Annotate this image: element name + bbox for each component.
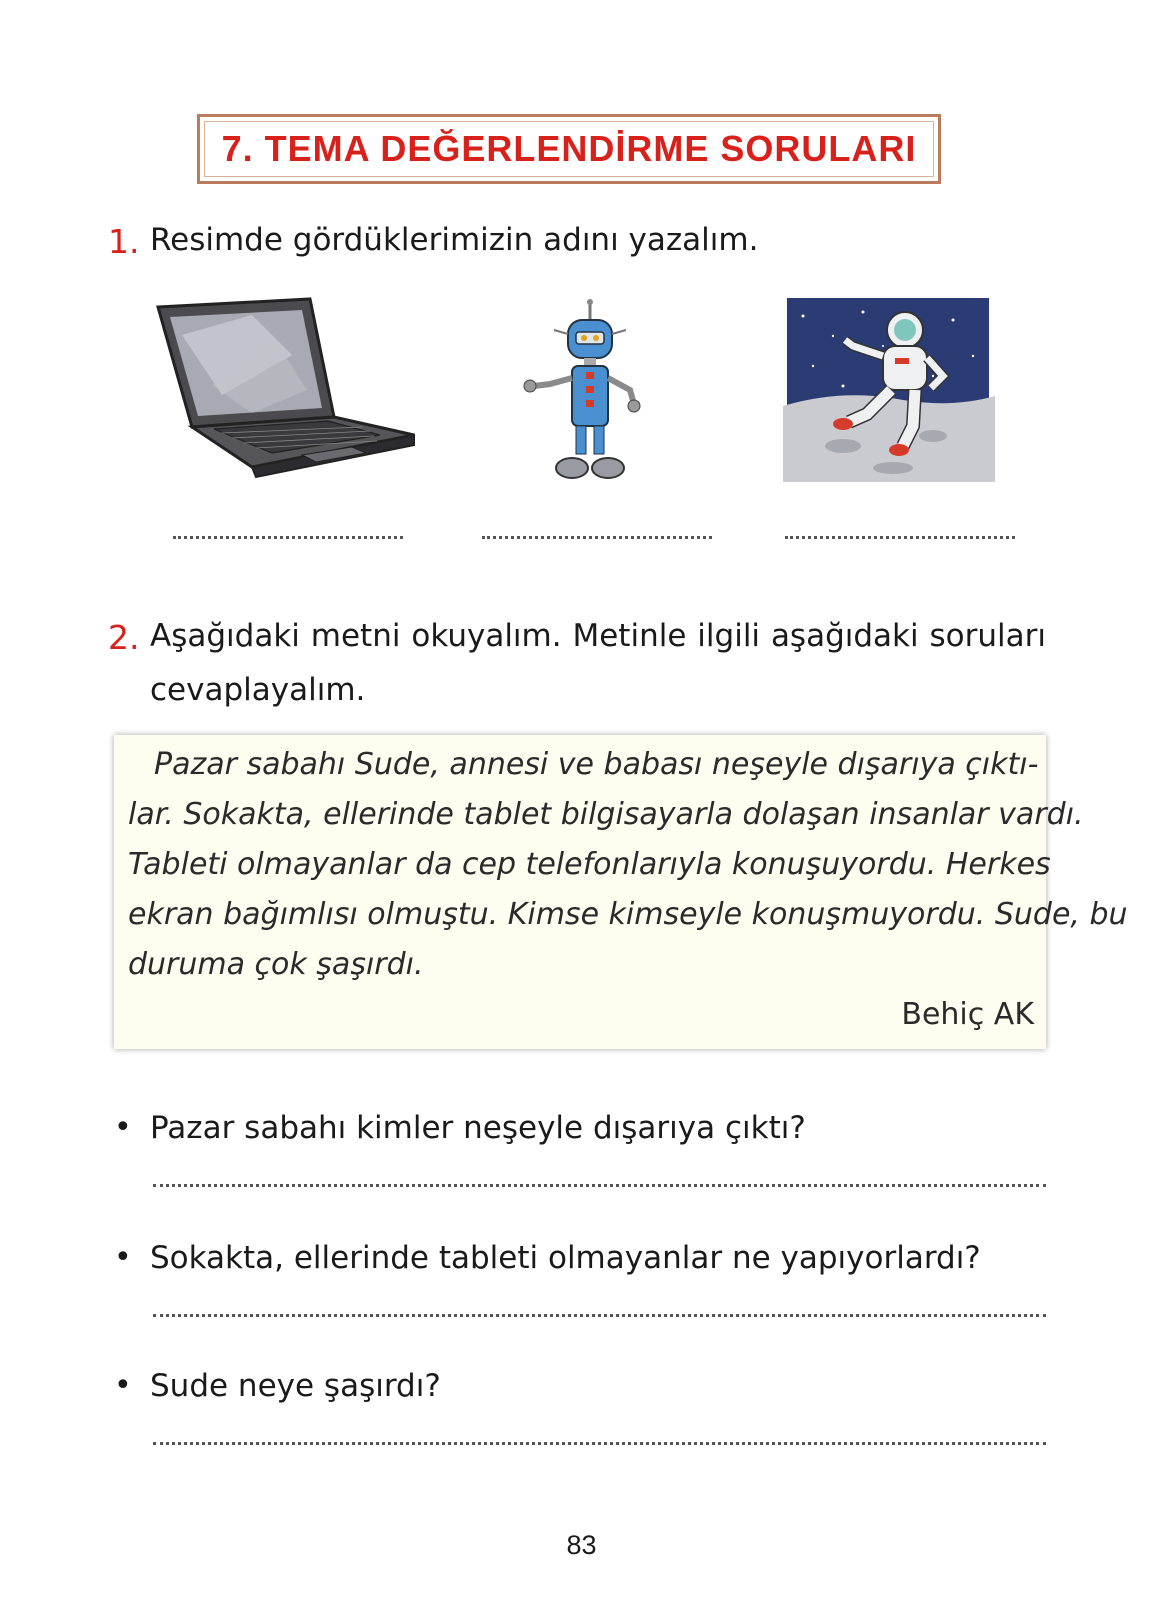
passage-line-4: ekran bağımlısı olmuştu. Kimse kimseyle konuşmuyordu. Sude, bu xyxy=(128,897,1128,932)
answer-line-1[interactable] xyxy=(153,1184,1046,1187)
sub-question-3: Sude neye şaşırdı? xyxy=(150,1368,441,1404)
question-1-text: Resimde gördüklerimizin adını yazalım. xyxy=(150,222,759,258)
bullet-3: • xyxy=(114,1368,132,1403)
passage-author: Behiç AK xyxy=(901,997,1034,1032)
answer-line-2[interactable] xyxy=(153,1314,1046,1317)
passage-line-1: Pazar sabahı Sude, annesi ve babası neşeyle dışarıya çıktı- xyxy=(154,747,1039,782)
passage-line-3: Tableti olmayanlar da cep telefonlarıyla konuşuyordu. Herkes xyxy=(128,847,1051,882)
passage-line-2: lar. Sokakta, ellerinde tablet bilgisayarla dolaşan insanlar vardı. xyxy=(128,797,1084,832)
laptop-image xyxy=(152,295,420,480)
question-1-number: 1. xyxy=(108,222,140,261)
answer-line-3[interactable] xyxy=(153,1442,1046,1445)
question-2-text-line-2: cevaplayalım. xyxy=(150,672,366,708)
passage-line-5: duruma çok şaşırdı. xyxy=(128,947,424,982)
answer-blank-laptop[interactable] xyxy=(173,536,403,539)
question-2-number: 2. xyxy=(108,618,140,657)
title-box xyxy=(197,114,941,184)
question-2-text-line-1: Aşağıdaki metni okuyalım. Metinle ilgili aşağıdaki soruları xyxy=(150,618,1046,654)
sub-question-1: Pazar sabahı kimler neşeyle dışarıya çıktı? xyxy=(150,1110,806,1146)
sub-question-2: Sokakta, ellerinde tableti olmayanlar ne yapıyorlardı? xyxy=(150,1240,981,1276)
answer-blank-robot[interactable] xyxy=(482,536,712,539)
bullet-1: • xyxy=(114,1110,132,1145)
reading-passage xyxy=(114,735,1128,1049)
page-title: 7. TEMA DEĞERLENDİRME SORULARI xyxy=(221,128,917,169)
page-number: 83 xyxy=(566,1530,597,1560)
bullet-2: • xyxy=(114,1240,132,1275)
answer-blank-astronaut[interactable] xyxy=(785,536,1015,539)
robot-image xyxy=(520,298,660,488)
astronaut-image xyxy=(783,296,995,486)
